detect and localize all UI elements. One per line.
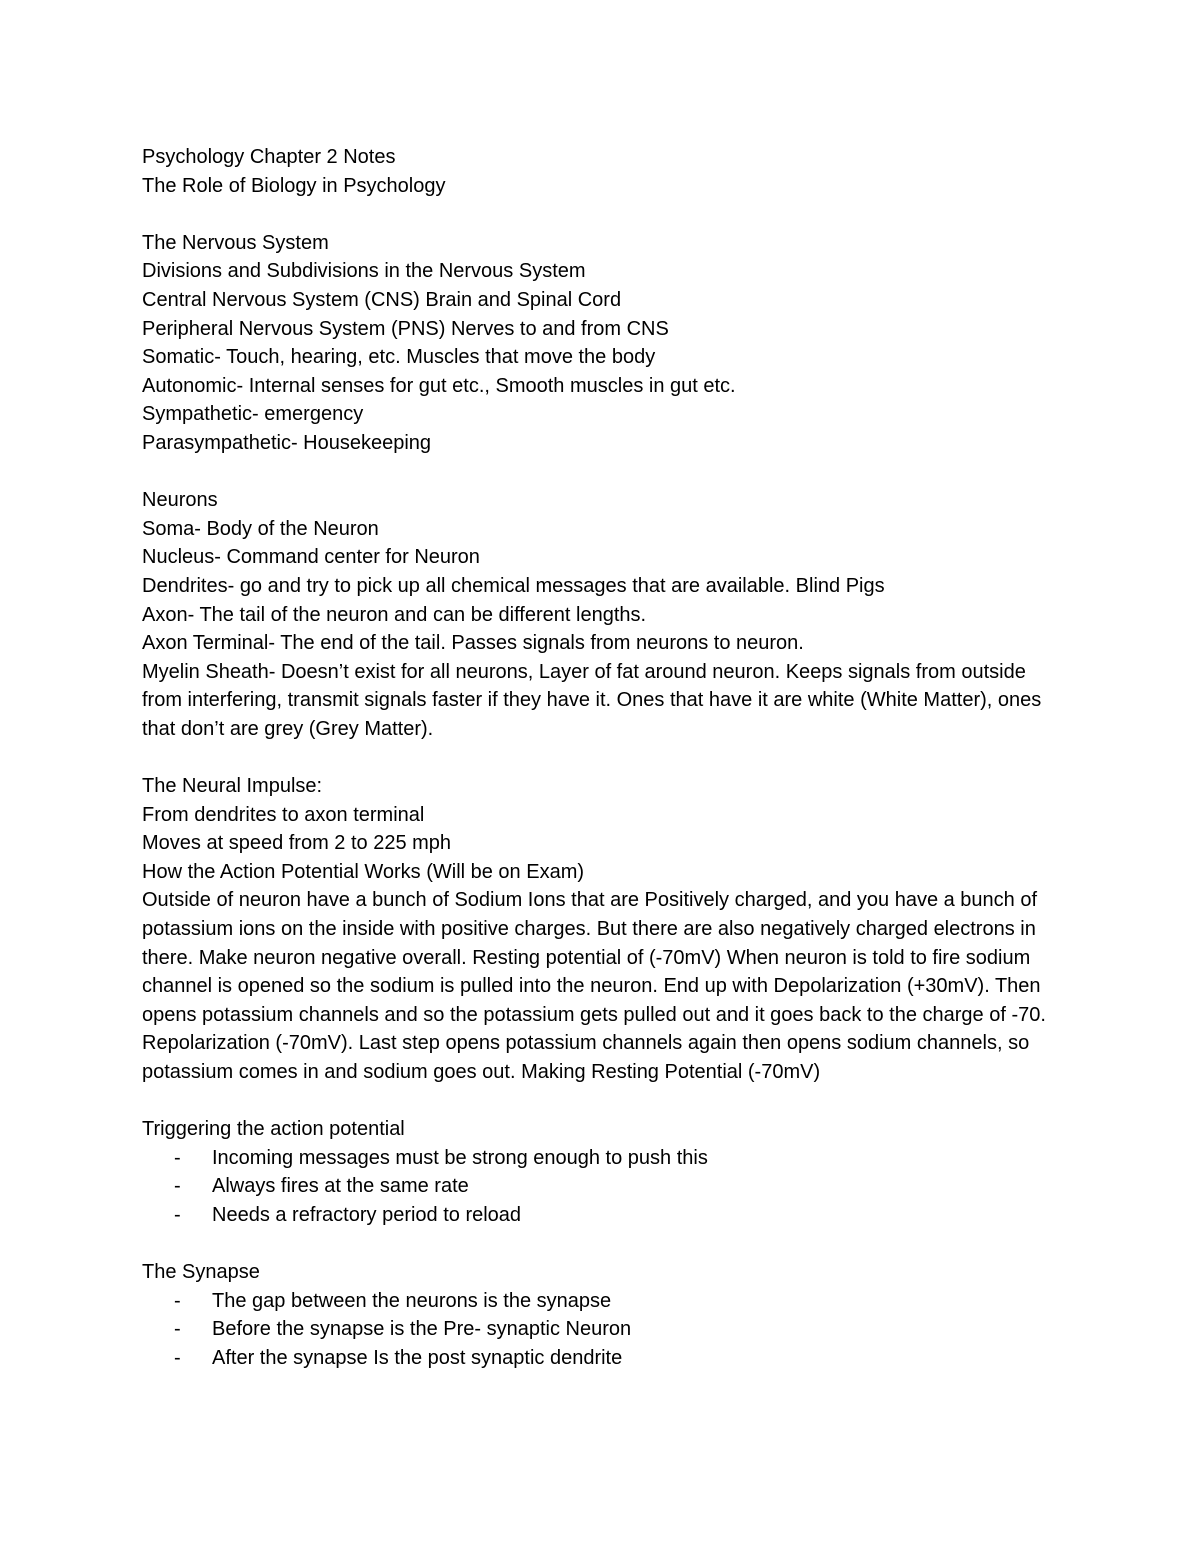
- bullet-marker: -: [174, 1289, 181, 1312]
- note-line: Central Nervous System (CNS) Brain and Spinal Cord: [142, 288, 622, 311]
- bullet-item: [142, 1287, 1062, 1316]
- action-potential-paragraph: Outside of neuron have a bunch of Sodium Ions that are Positively charged, and you have a bunch of potassium ions on the inside with positive charges. But there are also negatively charged electrons in there. Make neuron negative overall. Resting potential of (-70mV) When neuron is told to fire sodium channel is opened so the sodium is pulled into the neuron. End up with Depolarization (+30mV). Then opens potassium channels and so the potassium gets pulled out and it goes back to the charge of -70. Repolarization (-70mV). Last step opens potassium channels again then opens sodium channels, so potassium comes in and sodium goes out. Making Resting Potential (-70mV): [142, 889, 1046, 1083]
- bullet-marker: -: [174, 1175, 181, 1198]
- note-line: Nucleus- Command center for Neuron: [142, 546, 480, 569]
- bullet-text: Incoming messages must be strong enough to push this: [212, 1146, 708, 1169]
- blank-line: [142, 743, 1062, 772]
- note-line: Autonomic- Internal senses for gut etc., Smooth muscles in gut etc.: [142, 374, 736, 397]
- bullet-text: Always fires at the same rate: [212, 1175, 469, 1198]
- note-line: Peripheral Nervous System (PNS) Nerves to and from CNS: [142, 317, 669, 340]
- bullet-item: [142, 1201, 1062, 1230]
- bullet-text: Needs a refractory period to reload: [212, 1203, 522, 1226]
- bullet-marker: -: [174, 1318, 181, 1341]
- note-line: Axon Terminal- The end of the tail. Passes signals from neurons to neuron.: [142, 632, 804, 655]
- note-line: How the Action Potential Works (Will be on Exam): [142, 860, 585, 883]
- blank-line: [142, 200, 1062, 229]
- note-line: From dendrites to axon terminal: [142, 803, 425, 826]
- section-heading-nervous-system: The Nervous System: [142, 231, 329, 254]
- note-line: Soma- Body of the Neuron: [142, 517, 379, 540]
- note-line: Parasympathetic- Housekeeping: [142, 431, 432, 454]
- section-heading-synapse: The Synapse: [142, 1261, 260, 1284]
- blank-line: [142, 1087, 1062, 1116]
- bullet-marker: -: [174, 1146, 181, 1169]
- section-heading-neurons: Neurons: [142, 489, 218, 512]
- myelin-sheath-paragraph: Myelin Sheath- Doesn’t exist for all neurons, Layer of fat around neuron. Keeps signals from outside from interfering, transmit signals faster if they have it. Ones that have it are white (White Matter), ones that don’t are grey (Grey Matter).: [142, 660, 1042, 740]
- document-subtitle: The Role of Biology in Psychology: [142, 174, 446, 197]
- note-line: Moves at speed from 2 to 225 mph: [142, 832, 452, 855]
- note-line: Somatic- Touch, hearing, etc. Muscles that move the body: [142, 346, 656, 369]
- note-line: Axon- The tail of the neuron and can be different lengths.: [142, 603, 647, 626]
- blank-line: [142, 1230, 1062, 1259]
- note-line: Dendrites- go and try to pick up all chemical messages that are available. Blind Pigs: [142, 574, 885, 597]
- document-title: Psychology Chapter 2 Notes: [142, 146, 396, 168]
- note-line: Sympathetic- emergency: [142, 403, 364, 426]
- bullet-item: [142, 1144, 1062, 1173]
- bullet-item: [142, 1172, 1062, 1201]
- bullet-text: Before the synapse is the Pre- synaptic Neuron: [212, 1318, 632, 1341]
- bullet-text: After the synapse Is the post synaptic dendrite: [212, 1346, 623, 1369]
- section-heading-triggering: Triggering the action potential: [142, 1118, 405, 1141]
- section-heading-neural-impulse: The Neural Impulse:: [142, 775, 323, 798]
- bullet-marker: -: [174, 1346, 181, 1369]
- blank-line: [142, 458, 1062, 487]
- bullet-item: [142, 1344, 1062, 1373]
- bullet-marker: -: [174, 1203, 181, 1226]
- bullet-text: The gap between the neurons is the synapse: [212, 1289, 612, 1312]
- note-line: Divisions and Subdivisions in the Nervous System: [142, 260, 586, 283]
- document-page: [142, 143, 1062, 1373]
- bullet-item: [142, 1315, 1062, 1344]
